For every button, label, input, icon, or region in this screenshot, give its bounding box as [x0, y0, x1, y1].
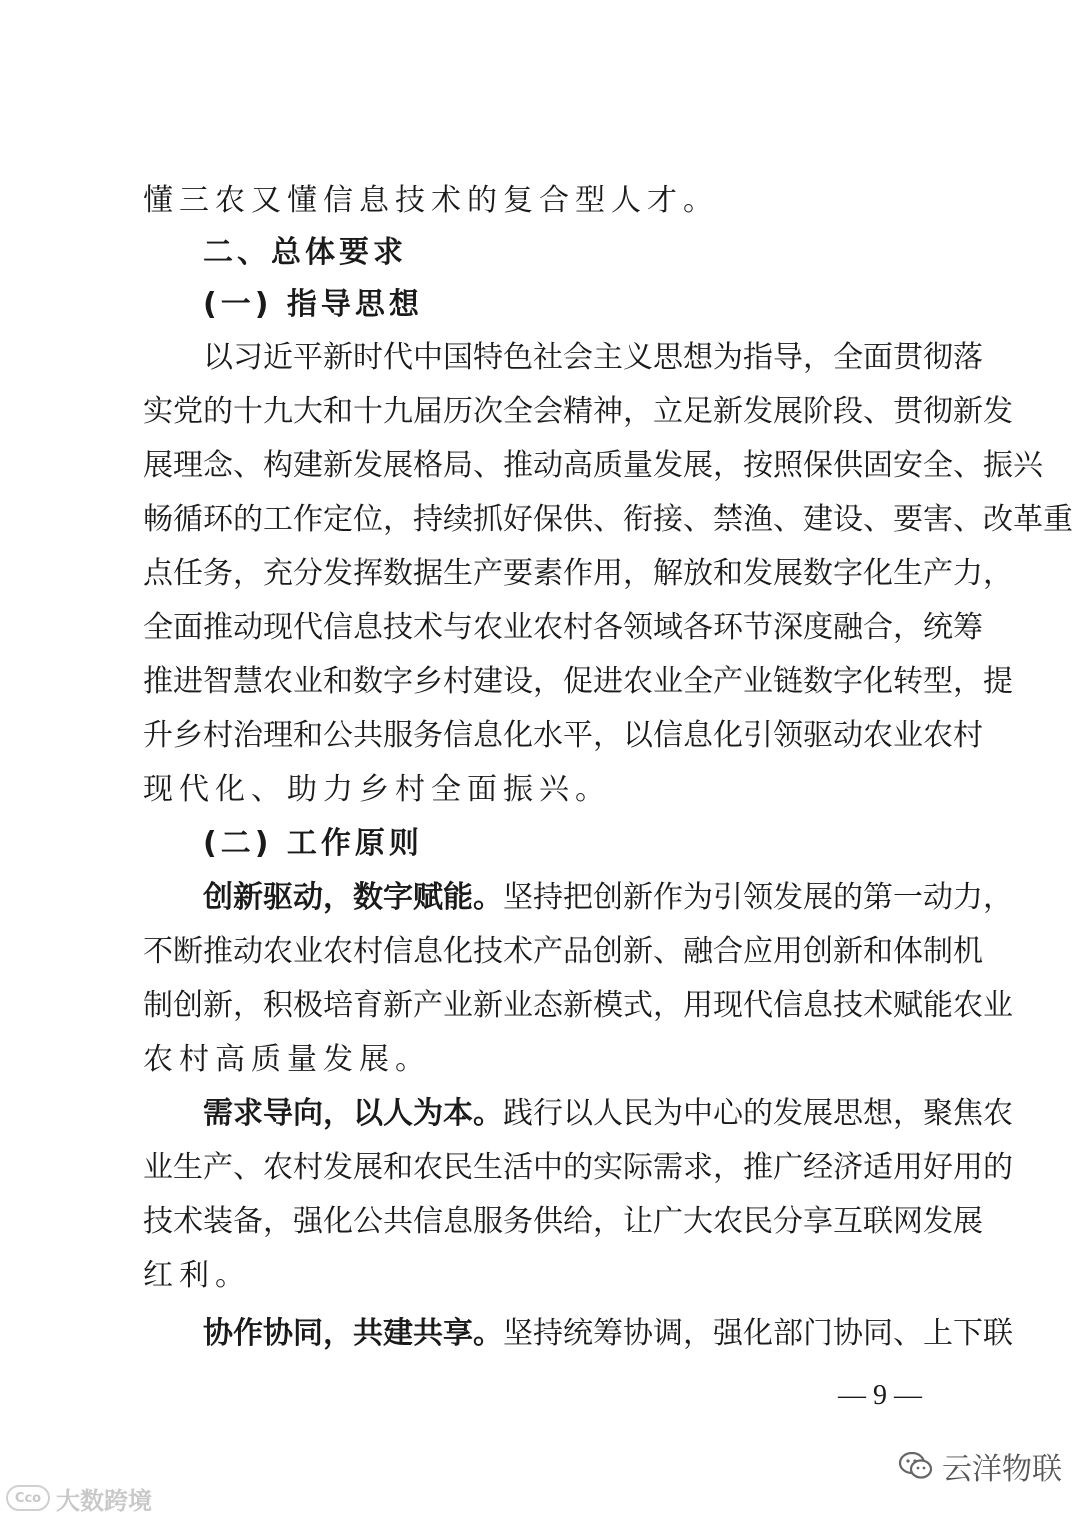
paragraph-line: 红利。 — [143, 1258, 251, 1293]
watermark-right-text: 云洋物联 — [942, 1452, 1062, 1487]
paragraph-line: 业生产、农村发展和农民生活中的实际需求，推广经济适用好用的 — [143, 1150, 1013, 1185]
paragraph-line: 制创新，积极培育新产业新业态新模式，用现代信息技术赋能农业 — [143, 988, 1013, 1023]
watermark-left-text: 大数跨境 — [56, 1486, 152, 1515]
page-number: — 9 — — [838, 1380, 922, 1411]
principle-1-line-1 — [203, 878, 1013, 918]
principle-3-text: 坚持统筹协调，强化部门协同、上下联 — [503, 1316, 1013, 1351]
paragraph-line: 点任务，充分发挥数据生产要素作用，解放和发展数字化生产力， — [143, 556, 1013, 591]
watermark-right — [898, 1444, 1062, 1488]
section-title: 二、总体要求 — [203, 235, 407, 270]
principle-1-lead: 创新驱动，数字赋能。 — [203, 880, 503, 915]
paragraph-line: 畅循环的工作定位，持续抓好保供、衔接、禁渔、建设、要害、改革重 — [143, 502, 1073, 537]
paragraph-line: 升乡村治理和公共服务信息化水平，以信息化引领驱动农业农村 — [143, 718, 983, 753]
paragraph-line: 展理念、构建新发展格局、推动高质量发展，按照保供固安全、振兴 — [143, 448, 1043, 483]
subsection-title-working-principles: (二) 工作原则 — [203, 826, 423, 861]
paragraph-line: 实党的十九大和十九届历次全会精神，立足新发展阶段、贯彻新发 — [143, 394, 1013, 429]
paragraph-line: 以习近平新时代中国特色社会主义思想为指导，全面贯彻落 — [203, 340, 983, 375]
principle-2-line-1 — [203, 1094, 1013, 1134]
principle-3-line-1 — [203, 1314, 1013, 1354]
principle-2-text: 践行以人民为中心的发展思想，聚焦农 — [503, 1096, 1013, 1131]
wechat-icon — [898, 1450, 934, 1482]
paragraph-line: 现代化、助力乡村全面振兴。 — [143, 772, 611, 807]
paragraph-line: 懂三农又懂信息技术的复合型人才。 — [143, 183, 719, 218]
paragraph-line: 农村高质量发展。 — [143, 1042, 431, 1077]
paragraph-line: 推进智慧农业和数字乡村建设，促进农业全产业链数字化转型，提 — [143, 664, 1013, 699]
principle-2-lead: 需求导向，以人为本。 — [203, 1096, 503, 1131]
paragraph-line: 全面推动现代信息技术与农业农村各领域各环节深度融合，统筹 — [143, 610, 983, 645]
subsection-title-guiding-thought: (一) 指导思想 — [203, 287, 423, 322]
paragraph-line: 不断推动农业农村信息化技术产品创新、融合应用创新和体制机 — [143, 934, 983, 969]
principle-3-lead: 协作协同，共建共享。 — [203, 1316, 503, 1351]
paragraph-line: 技术装备，强化公共信息服务供给，让广大农民分享互联网发展 — [143, 1204, 983, 1239]
watermark-left — [6, 1482, 152, 1514]
principle-1-text: 坚持把创新作为引领发展的第一动力， — [503, 880, 1013, 915]
cc-logo-icon: Cco — [6, 1485, 50, 1511]
